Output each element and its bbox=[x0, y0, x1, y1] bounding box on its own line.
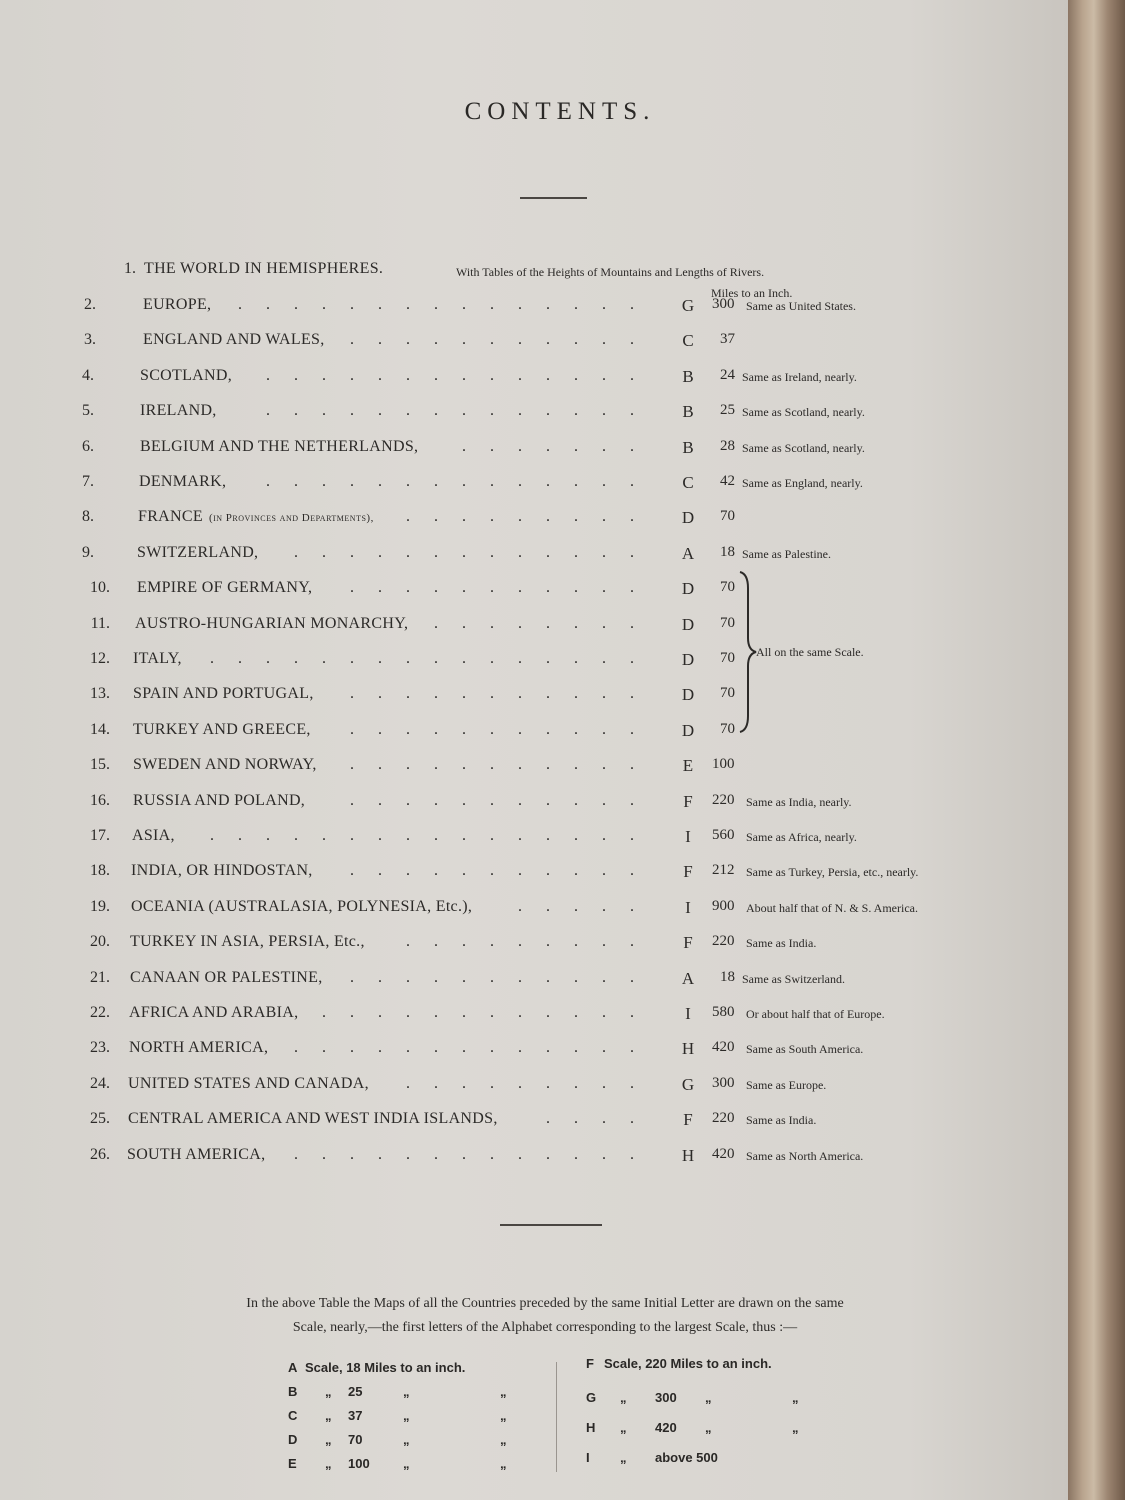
scale-note: Same as India. bbox=[746, 936, 817, 951]
contents-row-16: 16. RUSSIA AND POLAND, . . . . . . . . . . . F 220 Same as India, nearly. bbox=[0, 792, 1068, 820]
ditto-mark: „ bbox=[792, 1420, 799, 1435]
scale-letter: D bbox=[681, 579, 695, 599]
row-name bbox=[137, 544, 258, 562]
row-name bbox=[129, 1039, 268, 1057]
scale-letter: D bbox=[288, 1432, 298, 1447]
ditto-mark: „ bbox=[325, 1408, 332, 1423]
contents-row-26: 26. SOUTH AMERICA, . . . . . . . . . . . . . H 420 Same as North America. bbox=[0, 1146, 1068, 1174]
scale-note: Or about half that of Europe. bbox=[746, 1007, 885, 1021]
scale-letter: F bbox=[683, 791, 693, 811]
miles-per-inch: 70 bbox=[720, 720, 735, 737]
scale-divider bbox=[556, 1362, 557, 1472]
ditto-mark: „ bbox=[792, 1390, 799, 1405]
row-number: 21. bbox=[90, 968, 110, 986]
row-name-sub: (in Provinces and Departments), bbox=[208, 512, 374, 525]
contents-row-15: 15. SWEDEN AND NORWAY, . . . . . . . . . . . E 100 bbox=[0, 756, 1068, 784]
row-number: 12. bbox=[90, 650, 110, 667]
row-number: 5. bbox=[82, 402, 94, 420]
row-name-text: ITALY, bbox=[133, 650, 182, 667]
miles-per-inch: 212 bbox=[712, 862, 735, 879]
row-name-text: DENMARK, bbox=[139, 473, 227, 490]
contents-row-20: 20. TURKEY IN ASIA, PERSIA, Etc., . . . . . . . . . F 220 Same as India. bbox=[0, 933, 1068, 961]
row-name bbox=[138, 508, 374, 526]
miles-per-inch: 300 bbox=[712, 296, 735, 312]
row-number: 20. bbox=[90, 933, 110, 951]
scale-letter: I bbox=[685, 897, 691, 917]
row-number: 16. bbox=[90, 791, 110, 809]
row-name bbox=[133, 650, 182, 668]
contents-row-25: 25. CENTRAL AMERICA AND WEST INDIA ISLANDS, . . . . F 220 Same as India. bbox=[0, 1110, 1068, 1138]
row-number: 4. bbox=[82, 366, 94, 384]
brace-label: All on the same Scale. bbox=[756, 645, 864, 659]
title-rule bbox=[520, 197, 587, 199]
row-name bbox=[131, 898, 472, 916]
scale-letter: G bbox=[586, 1390, 597, 1405]
scale-value: 37 bbox=[348, 1408, 363, 1423]
row-name bbox=[132, 827, 175, 845]
scale-letter: C bbox=[682, 331, 694, 351]
row-name bbox=[140, 402, 217, 420]
miles-per-inch: 42 bbox=[720, 473, 735, 489]
row-number: 11. bbox=[90, 614, 110, 632]
scale-letter: H bbox=[681, 1145, 695, 1165]
ditto-mark: „ bbox=[500, 1432, 507, 1447]
contents-row-10: 10. EMPIRE OF GERMANY, . . . . . . . . . . . D 70 bbox=[0, 579, 1068, 607]
scale-note: Same as Scotland, nearly. bbox=[742, 440, 865, 455]
scale-value: 25 bbox=[348, 1384, 363, 1399]
row-number: 26. bbox=[90, 1145, 110, 1163]
row-number: 1. bbox=[124, 260, 136, 277]
contents-row-4: 4. SCOTLAND, . . . . . . . . . . . . . . B 24 Same as Ireland, nearly. bbox=[0, 367, 1068, 395]
row-name bbox=[135, 615, 408, 633]
row-number: 17. bbox=[90, 827, 110, 844]
scale-value: 100 bbox=[348, 1456, 370, 1471]
brace-icon bbox=[736, 568, 758, 738]
row-name bbox=[128, 1110, 498, 1128]
contents-row-8: 8. FRANCE (in Provinces and Departments), . . . . . . . . . D 70 bbox=[0, 508, 1068, 536]
footer-line-2: Scale, nearly,—the first letters of the Alphabet corresponding to the largest Scale, thus :— bbox=[292, 1320, 798, 1335]
ditto-mark: „ bbox=[500, 1456, 507, 1471]
scale-letter: F bbox=[683, 933, 693, 953]
scale-letter: C bbox=[682, 473, 694, 492]
row-name-text: EMPIRE OF GERMANY, bbox=[137, 579, 313, 597]
ditto-mark: „ bbox=[705, 1390, 712, 1405]
contents-row-23: 23. NORTH AMERICA, . . . . . . . . . . . . . H 420 Same as South America. bbox=[0, 1039, 1068, 1067]
scale-note: Same as Switzerland. bbox=[742, 971, 845, 986]
contents-row-22: 22. AFRICA AND ARABIA, . . . . . . . . . . . . I 580 Or about half that of Europe. bbox=[0, 1004, 1068, 1032]
row-name-text: EUROPE, bbox=[143, 296, 212, 313]
row-name-text: SWITZERLAND, bbox=[137, 543, 259, 561]
scale-letter: G bbox=[681, 296, 695, 315]
row-name bbox=[140, 438, 418, 456]
contents-row-21: 21. CANAAN OR PALESTINE, . . . . . . . . . . . A 18 Same as Switzerland. bbox=[0, 969, 1068, 997]
scale-value: 420 bbox=[655, 1420, 677, 1435]
miles-per-inch: 100 bbox=[712, 756, 735, 773]
scale-letter: F bbox=[683, 862, 693, 882]
row-number: 14. bbox=[90, 720, 110, 738]
row-name bbox=[143, 296, 211, 314]
scale-letter: I bbox=[685, 1004, 691, 1023]
scale-note: Same as England, nearly. bbox=[742, 476, 863, 490]
miles-per-inch: 580 bbox=[712, 1004, 735, 1020]
ditto-mark: „ bbox=[325, 1432, 332, 1447]
row-name bbox=[133, 685, 314, 703]
scale-note: Same as Palestine. bbox=[742, 546, 831, 561]
scale-note: Same as United States. bbox=[746, 299, 856, 313]
contents-row-14: 14. TURKEY AND GREECE, . . . . . . . . . . . D 70 bbox=[0, 721, 1068, 749]
contents-row-13: 13. SPAIN AND PORTUGAL, . . . . . . . . . . . D 70 bbox=[0, 685, 1068, 713]
scale-letter: D bbox=[681, 685, 695, 705]
row-1-note: With Tables of the Heights of Mountains and Lengths of Rivers. bbox=[456, 265, 765, 279]
row-name-text: ASIA, bbox=[132, 827, 175, 844]
row-number: 9. bbox=[82, 543, 94, 561]
scale-text: Scale, 220 Miles to an inch. bbox=[604, 1356, 772, 1371]
scale-note: About half that of N. & S. America. bbox=[746, 900, 918, 915]
scale-letter: F bbox=[586, 1356, 594, 1371]
row-name-text: CENTRAL AMERICA AND WEST INDIA ISLANDS, bbox=[128, 1110, 498, 1128]
scale-letter: H bbox=[681, 1039, 695, 1059]
scale-note: Same as North America. bbox=[746, 1148, 864, 1163]
row-name-text: BELGIUM AND THE NETHERLANDS, bbox=[140, 437, 419, 455]
row-name bbox=[130, 969, 323, 987]
ditto-mark: „ bbox=[403, 1408, 410, 1423]
row-name bbox=[130, 933, 365, 951]
contents-row-3: 3. ENGLAND AND WALES, . . . . . . . . . . . C 37 bbox=[0, 331, 1068, 359]
miles-per-inch: 420 bbox=[712, 1145, 735, 1162]
miles-per-inch: 70 bbox=[720, 579, 735, 596]
row-number: 22. bbox=[90, 1004, 110, 1021]
row-name-text: TURKEY AND GREECE, bbox=[133, 720, 311, 738]
scale-value: 70 bbox=[348, 1432, 363, 1447]
row-number: 18. bbox=[90, 862, 110, 880]
ditto-mark: „ bbox=[500, 1384, 507, 1399]
contents-row-11: 11. AUSTRO-HUNGARIAN MONARCHY, . . . . . . . . D 70 bbox=[0, 615, 1068, 643]
row-name-text: INDIA, OR HINDOSTAN, bbox=[131, 862, 313, 880]
row-name bbox=[143, 331, 325, 349]
miles-per-inch: 220 bbox=[712, 791, 735, 808]
miles-per-inch: 220 bbox=[712, 933, 735, 950]
row-name-text: SWEDEN AND NORWAY, bbox=[133, 756, 317, 774]
row-number: 19. bbox=[90, 897, 110, 915]
row-name-text: NORTH AMERICA, bbox=[129, 1039, 269, 1057]
scale-note: Same as Africa, nearly. bbox=[746, 830, 857, 844]
book-binding bbox=[1068, 0, 1125, 1500]
ditto-mark: „ bbox=[403, 1384, 410, 1399]
row-name bbox=[133, 792, 305, 810]
scale-letter: D bbox=[681, 508, 695, 528]
scale-letter: A bbox=[681, 543, 695, 563]
scale-value: above 500 bbox=[655, 1450, 718, 1465]
miles-column-header: Miles to an Inch. bbox=[711, 286, 793, 300]
miles-per-inch: 220 bbox=[712, 1110, 735, 1127]
scale-note: Same as Ireland, nearly. bbox=[742, 369, 857, 384]
scale-letter: E bbox=[288, 1456, 297, 1471]
ditto-mark: „ bbox=[500, 1408, 507, 1423]
contents-row-5: 5. IRELAND, . . . . . . . . . . . . . . B 25 Same as Scotland, nearly. bbox=[0, 402, 1068, 430]
row-name bbox=[139, 473, 226, 491]
row-number: 7. bbox=[82, 473, 94, 490]
scale-note: Same as India. bbox=[746, 1113, 817, 1128]
row-number: 6. bbox=[82, 437, 94, 455]
row-name-text: TURKEY IN ASIA, PERSIA, Etc., bbox=[130, 933, 365, 951]
row-name-text: RUSSIA AND POLAND, bbox=[133, 791, 306, 809]
page-title: CONTENTS. bbox=[464, 98, 656, 125]
contents-row-12: 12. ITALY, . . . . . . . . . . . . . . . . D 70 bbox=[0, 650, 1068, 678]
scale-letter: G bbox=[681, 1074, 695, 1094]
ditto-mark: „ bbox=[325, 1456, 332, 1471]
row-name-text: CANAAN OR PALESTINE, bbox=[130, 968, 323, 986]
ditto-mark: „ bbox=[620, 1450, 627, 1465]
ditto-mark: „ bbox=[403, 1432, 410, 1447]
scale-letter: I bbox=[586, 1450, 590, 1465]
row-number: 24. bbox=[90, 1074, 110, 1092]
ditto-mark: „ bbox=[620, 1420, 627, 1435]
miles-per-inch: 28 bbox=[720, 437, 735, 454]
miles-per-inch: 18 bbox=[720, 968, 735, 985]
row-number: 2. bbox=[84, 296, 96, 313]
contents-row-9: 9. SWITZERLAND, . . . . . . . . . . . . . A 18 Same as Palestine. bbox=[0, 544, 1068, 572]
row-name bbox=[137, 579, 312, 597]
row-name-text: FRANCE bbox=[138, 508, 203, 526]
row-name: THE WORLD IN HEMISPHERES. bbox=[144, 260, 384, 277]
contents-row-24: 24. UNITED STATES AND CANADA, . . . . . . . . . G 300 Same as Europe. bbox=[0, 1075, 1068, 1103]
scale-letter: F bbox=[683, 1110, 693, 1130]
scale-letter: D bbox=[681, 720, 695, 740]
row-name bbox=[131, 862, 313, 880]
scale-letter: D bbox=[681, 614, 695, 634]
footer-rule bbox=[500, 1224, 602, 1226]
row-number: 13. bbox=[90, 685, 110, 703]
scale-letter: I bbox=[685, 827, 691, 846]
scale-letter: B bbox=[682, 437, 694, 457]
row-name-text: AFRICA AND ARABIA, bbox=[129, 1004, 299, 1021]
scale-letter: A bbox=[288, 1360, 298, 1375]
miles-per-inch: 70 bbox=[720, 508, 735, 525]
row-number: 8. bbox=[82, 508, 94, 526]
miles-per-inch: 900 bbox=[712, 897, 735, 914]
miles-per-inch: 300 bbox=[712, 1074, 735, 1091]
row-name bbox=[128, 1075, 369, 1093]
scale-text: Scale, 18 Miles to an inch. bbox=[305, 1360, 466, 1375]
scale-value: 300 bbox=[655, 1390, 677, 1405]
contents-row-18: 18. INDIA, OR HINDOSTAN, . . . . . . . . . . . F 212 Same as Turkey, Persia, etc., nearly. bbox=[0, 862, 1068, 890]
row-name-text: SCOTLAND, bbox=[140, 366, 233, 384]
scale-note: Same as Turkey, Persia, etc., nearly. bbox=[746, 865, 919, 880]
scale-letter: D bbox=[681, 650, 695, 669]
contents-row-17: 17. ASIA, . . . . . . . . . . . . . . . . I 560 Same as Africa, nearly. bbox=[0, 827, 1068, 855]
scale-letter: B bbox=[682, 366, 694, 386]
row-name bbox=[127, 1146, 265, 1164]
scale-letter: H bbox=[586, 1420, 596, 1435]
row-name bbox=[140, 367, 232, 385]
row-name bbox=[133, 756, 317, 774]
scale-note: Same as South America. bbox=[746, 1042, 864, 1057]
ditto-mark: „ bbox=[705, 1420, 712, 1435]
miles-per-inch: 70 bbox=[720, 685, 735, 702]
row-name-text: IRELAND, bbox=[140, 402, 217, 420]
miles-per-inch: 70 bbox=[720, 614, 735, 631]
miles-per-inch: 560 bbox=[712, 827, 735, 843]
scale-letter: E bbox=[682, 756, 694, 776]
miles-per-inch: 70 bbox=[720, 650, 735, 666]
row-name-text: ENGLAND AND WALES, bbox=[143, 331, 325, 349]
row-number: 3. bbox=[84, 331, 96, 349]
scale-letter: A bbox=[681, 968, 695, 988]
ditto-mark: „ bbox=[325, 1384, 332, 1399]
contents-row-2: 2. EUROPE, . . . . . . . . . . . . . . . G 300 Same as United States. bbox=[0, 296, 1068, 324]
miles-per-inch: 18 bbox=[720, 543, 735, 560]
contents-row-19: 19. OCEANIA (AUSTRALASIA, POLYNESIA, Etc.), . . . . . I 900 About half that of N. & S. America. bbox=[0, 898, 1068, 926]
row-number: 23. bbox=[90, 1039, 110, 1057]
row-name-text: OCEANIA (AUSTRALASIA, POLYNESIA, Etc.), bbox=[131, 897, 473, 915]
contents-row-6: 6. BELGIUM AND THE NETHERLANDS, . . . . . . . B 28 Same as Scotland, nearly. bbox=[0, 438, 1068, 466]
row-name bbox=[129, 1004, 298, 1022]
scale-note: Same as Scotland, nearly. bbox=[742, 405, 865, 420]
scale-letter: B bbox=[682, 402, 694, 422]
scale-note: Same as India, nearly. bbox=[746, 794, 852, 809]
row-number: 15. bbox=[90, 756, 110, 774]
row-name-text: UNITED STATES AND CANADA, bbox=[128, 1074, 369, 1092]
ditto-mark: „ bbox=[403, 1456, 410, 1471]
footer-note bbox=[60, 1292, 1030, 1340]
scale-note: Same as Europe. bbox=[746, 1077, 827, 1092]
ditto-mark: „ bbox=[620, 1390, 627, 1405]
contents-row-7: 7. DENMARK, . . . . . . . . . . . . . . C 42 Same as England, nearly. bbox=[0, 473, 1068, 501]
row-name-text: SPAIN AND PORTUGAL, bbox=[133, 685, 314, 703]
miles-per-inch: 37 bbox=[720, 331, 735, 348]
scale-letter: B bbox=[288, 1384, 298, 1399]
miles-per-inch: 24 bbox=[720, 366, 735, 383]
miles-per-inch: 420 bbox=[712, 1039, 735, 1056]
footer-line-1: In the above Table the Maps of all the Countries preceded by the same Initial Letter are drawn on the same bbox=[246, 1296, 844, 1311]
row-name bbox=[133, 721, 311, 739]
row-number: 25. bbox=[90, 1110, 110, 1128]
scale-letter: C bbox=[288, 1408, 298, 1423]
row-number: 10. bbox=[90, 579, 110, 597]
miles-per-inch: 25 bbox=[720, 402, 735, 419]
row-name-text: AUSTRO-HUNGARIAN MONARCHY, bbox=[135, 614, 409, 632]
row-name-text: SOUTH AMERICA, bbox=[127, 1145, 266, 1163]
